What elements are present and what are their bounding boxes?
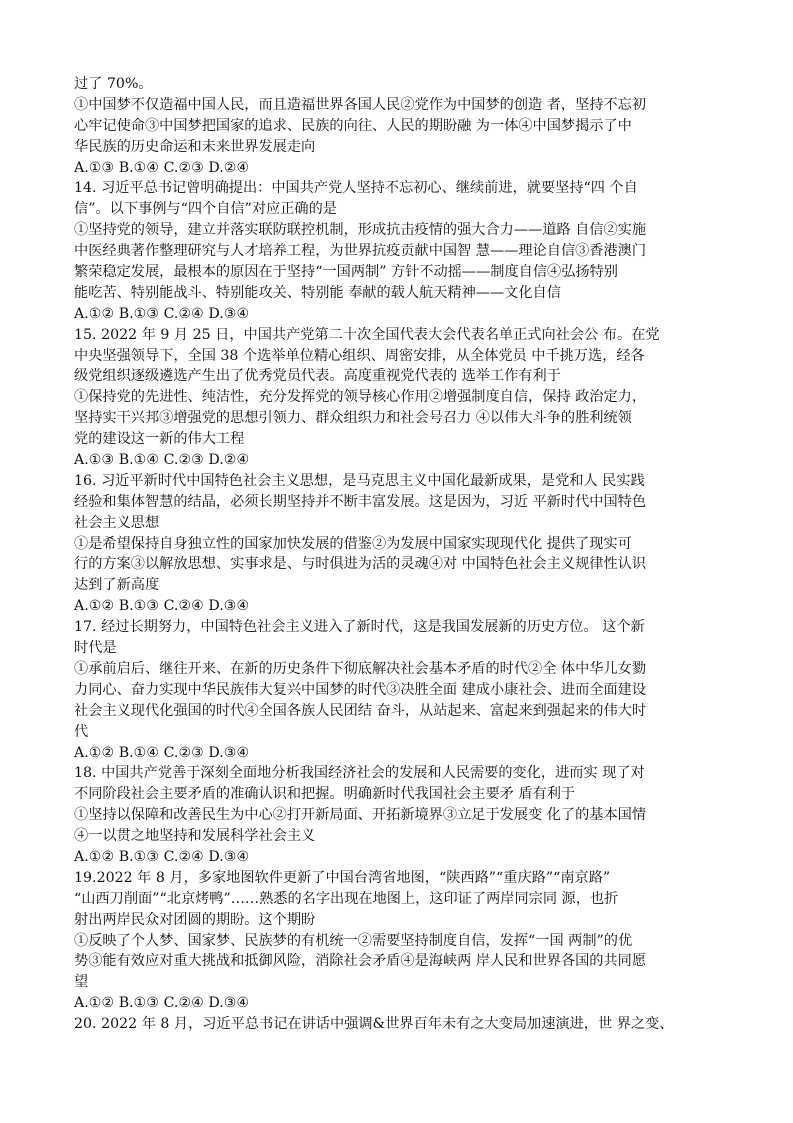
text-line: 15. 2022 年 9 月 25 日，中国共产党第二十次全国代表大会代表名单正式向社会公 布。在党 — [74, 326, 660, 343]
text-line: A.①② B.①③ C.②④ D.③④ — [74, 995, 250, 1012]
text-line: 17. 经过长期努力，中国特色社会主义进入了新时代，这是我国发展新的历史方位。 这个新 — [74, 619, 645, 636]
text-line: 心牢记使命③中国梦把国家的追求、民族的向往、人民的期盼融 为一体④中国梦揭示了中 — [74, 117, 632, 134]
text-line: A.①③ B.①④ C.②③ D.②④ — [74, 452, 250, 469]
text-line: 行的方案③以解放思想、实事求是、与时俱进为活的灵魂④对 中国特色社会主义规律性认识 — [74, 556, 647, 573]
text-line: 力同心、奋力实现中华民族伟大复兴中国梦的时代③决胜全面 建成小康社会、进而全面建设 — [74, 681, 647, 698]
text-line: 势③能有效应对重大挑战和抵御风险，消除社会矛盾④是海峡两 岸人民和世界各国的共同愿 — [74, 953, 647, 970]
text-line: 过了 70%。 — [74, 76, 153, 92]
text-line: 望 — [74, 974, 89, 991]
text-line: A.①③ B.①④ C.②③ D.②④ — [74, 159, 250, 176]
text-line: 党的建设这一新的伟大工程 — [74, 431, 245, 448]
text-line: A.①② B.①③ C.②④ D.③④ — [74, 848, 250, 865]
text-line: 19.2022 年 8 月，多家地图软件更新了中国台湾省地图，“陕西路”“重庆路”“南京路” — [74, 869, 611, 886]
text-line: 信”。以下事例与“四个自信”对应正确的是 — [74, 201, 337, 218]
text-line: ④一以贯之地坚持和发展科学社会主义 — [74, 828, 316, 845]
text-line: ①保持党的先进性、纯洁性，充分发挥党的领导核心作用②增强制度自信，保持 政治定力， — [74, 389, 647, 406]
text-line: 中医经典著作整理研究与人才培养工程，为世界抗疫贡献中国智 慧——理论自信③香港澳门 — [74, 243, 647, 260]
text-line: 坚持实干兴邦③增强党的思想引领力、群众组织力和社会号召力 ④以伟大斗争的胜利统领 — [74, 410, 632, 427]
text-line: 能吃苦、特别能战斗、特别能攻关、特别能 奉献的载人航天精神——文化自信 — [74, 284, 561, 301]
text-line: 经验和集体智慧的结晶，必须长期坚持并不断丰富发展。这是因为，习近 平新时代中国特色 — [74, 493, 647, 510]
text-line: 时代是 — [74, 640, 117, 657]
text-line: ①坚持以保障和改善民生为中心②打开新局面、开拓新境界③立足于发展变 化了的基本国情 — [74, 807, 647, 824]
text-line: A.①② B.①③ C.②④ D.③④ — [74, 598, 250, 615]
text-line: 社会主义思想 — [74, 514, 160, 531]
text-line: 20. 2022 年 8 月，习近平总书记在讲话中强调&世界百年未有之大变局加速演进，世 界之变、 — [74, 1016, 674, 1033]
text-line: A.①② B.①③ C.②④ D.③④ — [74, 305, 250, 322]
text-line: 繁荣稳定发展，最根本的原因在于坚持“一国两制” 方针不动摇——制度自信④弘扬特别 — [74, 264, 618, 281]
text-line: ①坚持党的领导，建立并落实联防联控机制，形成抗击疫情的强大合力——道路 自信②实施 — [74, 222, 647, 239]
text-line: “山西刀削面”“北京烤鸭”……熟悉的名字出现在地图上，这印证了两岸同宗同 源，也折 — [74, 890, 619, 907]
text-line: 射出两岸民众对团圆的期盼。这个期盼 — [74, 911, 316, 928]
text-line: 不同阶段社会主要矛盾的准确认识和把握。明确新时代我国社会主要矛 盾有利于 — [74, 786, 576, 803]
text-line: 中央坚强领导下，全国 38 个选举单位精心组织、周密安排，从全体党员 中千挑万选，经各 — [74, 347, 645, 364]
text-line: 16. 习近平新时代中国特色社会主义思想，是马克思主义中国化最新成果，是党和人 民实践 — [74, 472, 645, 489]
document-page — [74, 74, 726, 1035]
text-line: ①中国梦不仅造福中国人民，而且造福世界各国人民②党作为中国梦的创造 者，坚持不忘初 — [74, 96, 647, 113]
text-line: 华民族的历史命运和未来世界发展走向 — [74, 138, 316, 155]
text-line: 达到了新高度 — [74, 577, 160, 594]
text-line: ①承前启后、继往开来、在新的历史条件下彻底解决社会基本矛盾的时代②全 体中华儿女勠 — [74, 660, 647, 677]
text-line: 14. 习近平总书记曾明确提出：中国共产党人坚持不忘初心、继续前进，就要坚持“四 个自 — [74, 180, 638, 197]
text-line: 级党组织逐级遴选产生出了优秀党员代表。高度重视党代表的 选举工作有利于 — [74, 368, 561, 385]
text-line: 代 — [74, 723, 89, 740]
text-line: 18. 中国共产党善于深刻全面地分析我国经济社会的发展和人民需要的变化，进而实 现了对 — [74, 765, 645, 782]
text-line: ①反映了个人梦、国家梦、民族梦的有机统一②需要坚持制度自信，发挥“一国 两制”的优 — [74, 932, 633, 949]
text-line: 社会主义现代化强国的时代④全国各族人民团结 奋斗，从站起来、富起来到强起来的伟大时 — [74, 702, 647, 719]
text-line: A.①② B.①④ C.②③ D.③④ — [74, 744, 250, 761]
text-line: ①是希望保持自身独立性的国家加快发展的借鉴②为发展中国家实现现代化 提供了现实可 — [74, 535, 632, 552]
